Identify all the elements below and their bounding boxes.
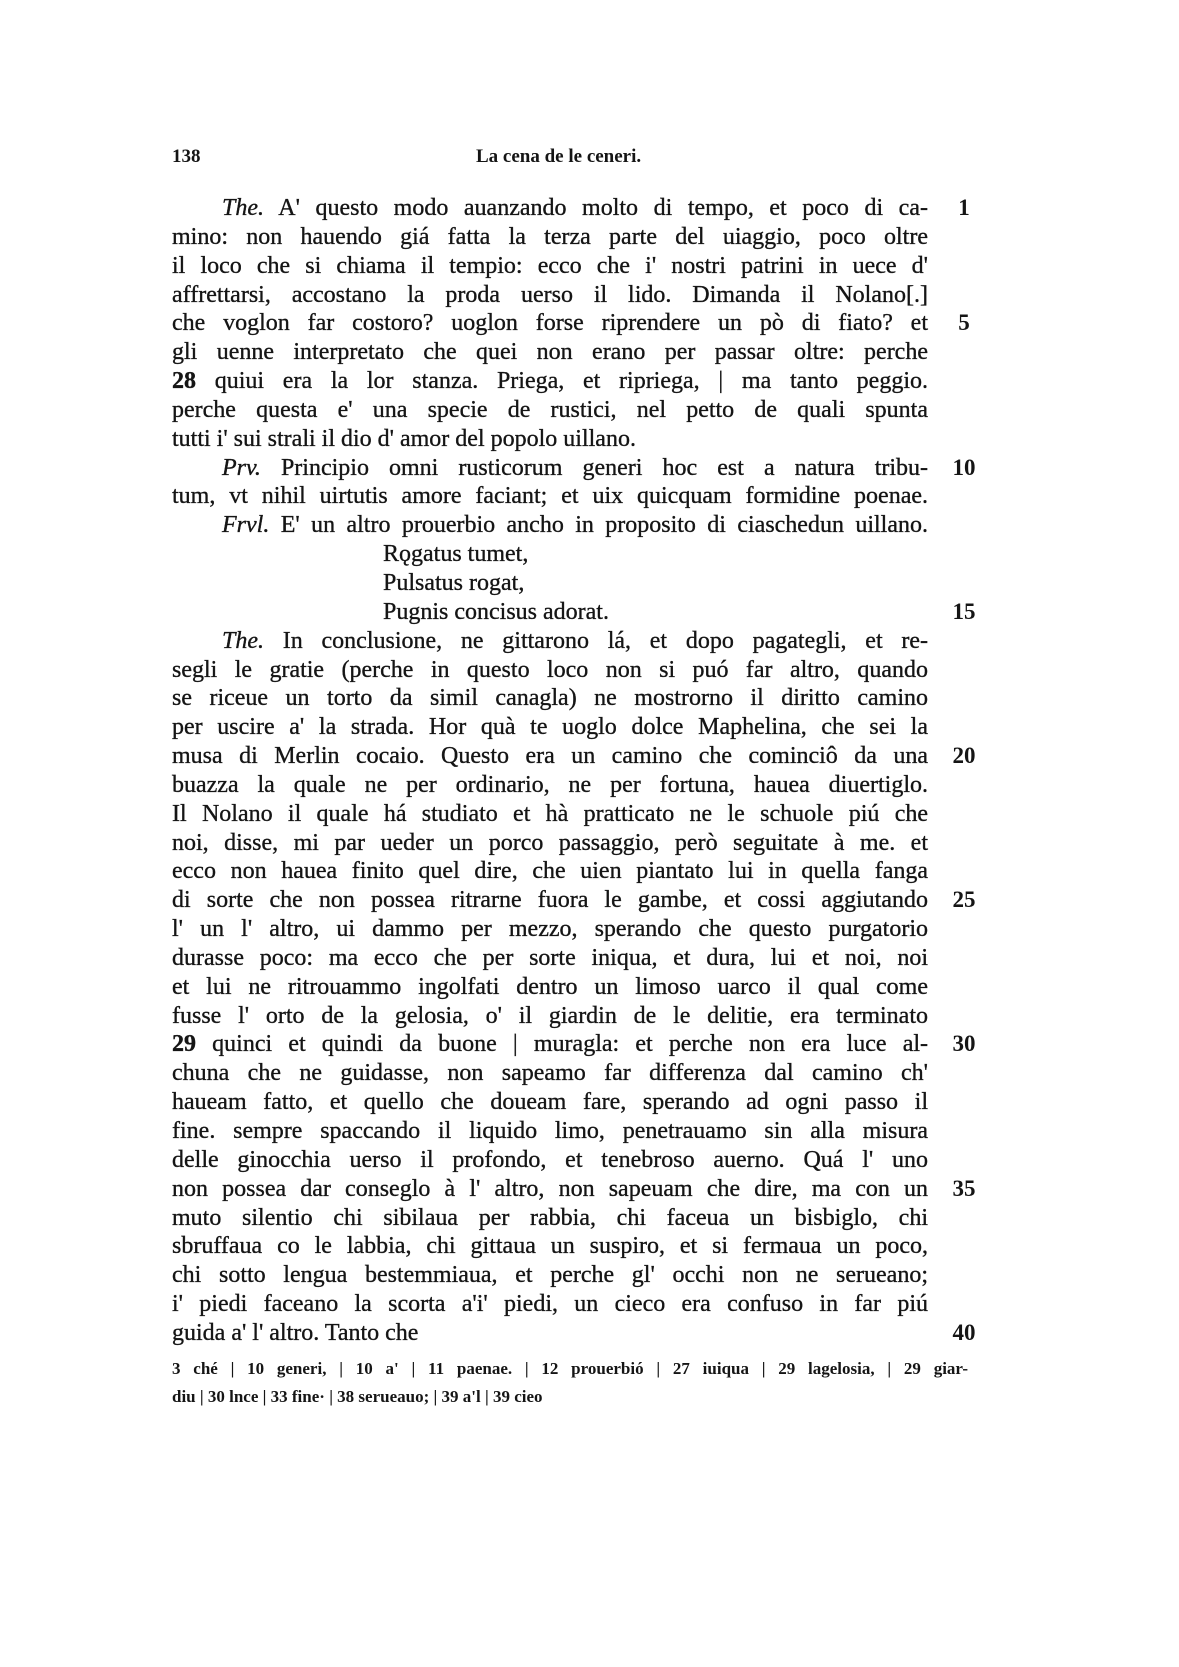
- text-line: [172, 367, 992, 396]
- line-text: tutti i' sui strali il dio d' amor del popolo uillano.: [172, 425, 636, 452]
- text-line: [172, 627, 992, 656]
- text-line: [172, 886, 992, 915]
- line-text: gli uenne interpretato che quei non erano per passar oltre: perche: [172, 339, 928, 366]
- line-content: A' questo modo auanzando molto di tempo, et poco di ca-: [278, 195, 928, 221]
- verse-line: [172, 569, 992, 598]
- line-text: sbruffaua co le labbia, chi gittaua un suspiro, et si fermaua un poco,: [172, 1233, 928, 1260]
- text-line: [172, 1030, 992, 1059]
- line-number: 30: [952, 1031, 976, 1057]
- line-text: chi sotto lengua bestemmiaua, et perche gl' occhi non ne serueano;: [172, 1262, 928, 1289]
- line-number: 1: [958, 195, 970, 220]
- text-line: [172, 194, 992, 223]
- line-content: quinci et quindi da buone | muragla: et perche non era luce al-: [212, 1031, 929, 1058]
- line-text: i' piedi faceano la scorta a'i' piedi, un cieco era confuso in far piú: [172, 1291, 928, 1318]
- footnote-line: 3 ché | 10 generi, | 10 a' | 11 paenae. | 12 prouerbió | 27 iuiqua | 29 lagelosia, | 29 giar-: [172, 1359, 968, 1378]
- line-text: haueam fatto, et quello che doueam fare, sperando ad ogni passo il: [172, 1089, 928, 1116]
- line-text: [172, 627, 928, 656]
- line-text: noi, disse, mi par ueder un porco passaggio, però seguitate à me. et: [172, 829, 928, 856]
- line-text: non possea dar conseglo à l' altro, non sapeuam che dire, ma con un: [172, 1175, 928, 1202]
- text-line: [172, 1088, 992, 1117]
- line-text: tum, vt nihil uirtutis amore faciant; et uix quicquam formidine poenae.: [172, 483, 928, 510]
- speaker-label: The.: [222, 195, 264, 221]
- text-line: [172, 1002, 992, 1031]
- main-text: [172, 194, 992, 1348]
- text-line: [172, 309, 992, 338]
- text-line: [172, 656, 992, 685]
- line-text: et lui ne ritrouammo ingolfati dentro un limoso uarco il qual come: [172, 973, 928, 1000]
- line-text: affrettarsi, accostano la proda uerso il lido. Dimanda il Nolano[.]: [172, 281, 928, 308]
- line-text: l' un l' altro, ui dammo per mezzo, sperando che questo purgatorio: [172, 916, 928, 943]
- line-text: Pugnis concisus adorat.: [383, 598, 609, 625]
- text-line: [172, 454, 992, 483]
- line-text: fine. sempre spaccando il liquido limo, penetrauamo sin alla misura: [172, 1118, 928, 1144]
- text-line: [172, 1117, 992, 1146]
- line-text: per uscire a' la strada. Hor quà te uoglo dolce Maphelina, che sei la: [172, 714, 928, 741]
- line-text: il loco che si chiama il tempio: ecco che i' nostri patrini in uece d': [172, 252, 928, 279]
- line-text: [172, 511, 928, 540]
- verse-line: [172, 540, 992, 569]
- line-content: E' un altro prouerbio ancho in proposito di ciaschedun uillano.: [280, 512, 929, 539]
- line-number: 20: [952, 743, 976, 769]
- line-text: [172, 1030, 928, 1059]
- line-text: Il Nolano il quale há studiato et hà pratticato ne le schuole piú che: [172, 800, 928, 827]
- text-line: [172, 511, 992, 540]
- line-text: muto silentio chi sibilaua per rabbia, chi faceua un bisbiglo, chi: [172, 1204, 928, 1231]
- text-line: [172, 1232, 992, 1261]
- line-text: se riceue un torto da simil canagla) ne mostrorno il diritto camino: [172, 685, 928, 712]
- text-line: [172, 482, 992, 511]
- folio-marker: 29: [172, 1031, 196, 1058]
- text-line: [172, 684, 992, 713]
- line-text: fusse l' orto de la gelosia, o' il giardin de le delitie, era terminato: [172, 1002, 928, 1029]
- text-line: [172, 944, 992, 973]
- line-text: che voglon far costoro? uoglon forse riprendere un pò di fiato? et: [172, 310, 928, 337]
- line-text: perche questa e' una specie de rustici, nel petto de quali spunta: [172, 396, 928, 423]
- speaker-label: The.: [222, 627, 264, 654]
- line-number: 25: [952, 887, 976, 913]
- line-text: [172, 454, 928, 483]
- text-line: [172, 915, 992, 944]
- text-line: [172, 829, 992, 858]
- text-line: [172, 338, 992, 367]
- text-line: [172, 252, 992, 281]
- text-line: [172, 1290, 992, 1319]
- line-text: di sorte che non possea ritrarne fuora le gambe, et cossi aggiutando: [172, 887, 928, 914]
- folio-marker: 28: [172, 368, 196, 395]
- line-text: guida a' l' altro. Tanto che: [172, 1319, 419, 1346]
- text-line: [172, 223, 992, 252]
- line-text: durasse poco: ma ecco che per sorte iniqua, et dura, lui et noi, noi: [172, 944, 928, 971]
- text-line: [172, 1059, 992, 1088]
- line-content: quiui era la lor stanza. Priega, et ripriega, | ma tanto peggio.: [214, 368, 928, 395]
- text-line: [172, 771, 992, 800]
- line-content: Principio omni rusticorum generi hoc est a natura tribu-: [280, 454, 929, 481]
- line-text: Pulsatus rogat,: [383, 569, 525, 596]
- line-number: 40: [952, 1319, 976, 1345]
- text-line: [172, 1319, 992, 1348]
- running-title: La cena de le ceneri.: [476, 146, 642, 167]
- line-text: delle ginocchia uerso il profondo, et tenebroso auerno. Quá l' uno: [172, 1146, 928, 1173]
- line-text: musa di Merlin cocaio. Questo era un camino che cominciô da una: [172, 743, 928, 770]
- line-text: chuna che ne guidasse, non sapeamo far differenza dal camino ch': [172, 1060, 928, 1087]
- line-text: [172, 194, 928, 223]
- text-line: [172, 742, 992, 771]
- text-line: [172, 1175, 992, 1204]
- critical-apparatus: [172, 1355, 972, 1411]
- speaker-label: Frvl.: [222, 512, 270, 539]
- page-number: 138: [172, 146, 201, 167]
- line-text: mino: non hauendo giá fatta la terza parte del uiaggio, poco oltre: [172, 223, 928, 250]
- text-line: [172, 425, 992, 454]
- text-line: [172, 1146, 992, 1175]
- footnote-line: diu | 30 lnce | 33 fine· | 38 serueauo; | 39 a'l | 39 cieo: [172, 1387, 543, 1406]
- page-header: [0, 0, 1179, 180]
- line-number: 15: [952, 598, 976, 624]
- line-text: Rǫgatus tumet,: [383, 541, 529, 568]
- line-text: buazza la quale ne per ordinario, ne per fortuna, hauea diuertiglo.: [172, 771, 928, 798]
- line-text: segli le gratie (perche in questo loco non si puó far altro, quando: [172, 656, 928, 683]
- line-content: In conclusione, ne gittarono lá, et dopo pagategli, et re-: [282, 627, 929, 654]
- line-number: 5: [958, 310, 970, 336]
- text-line: [172, 1204, 992, 1233]
- text-line: [172, 857, 992, 886]
- text-line: [172, 973, 992, 1002]
- text-line: [172, 1261, 992, 1290]
- line-number: 35: [952, 1175, 976, 1201]
- text-line: [172, 281, 992, 310]
- text-line: [172, 713, 992, 742]
- verse-line: [172, 598, 992, 627]
- line-number: 10: [952, 454, 976, 480]
- speaker-label: Prv.: [222, 454, 261, 481]
- line-text: ecco non hauea finito quel dire, che uien piantato lui in quella fanga: [172, 858, 928, 885]
- text-line: [172, 396, 992, 425]
- text-line: [172, 800, 992, 829]
- line-text: [172, 367, 928, 396]
